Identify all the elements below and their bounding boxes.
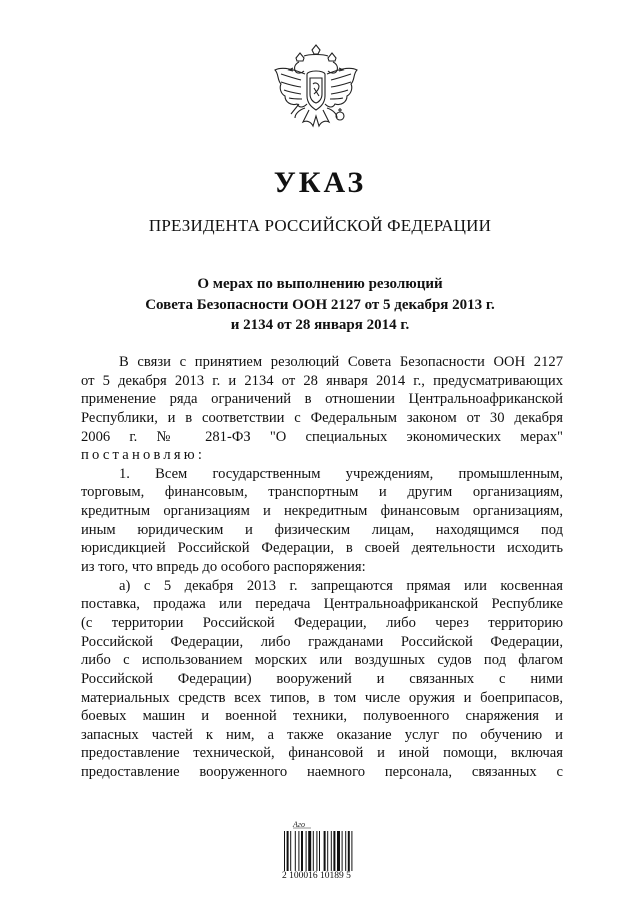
subject-line: О мерах по выполнению резолюций: [197, 276, 443, 292]
document-subject: [0, 274, 640, 336]
body-line: постановляю:: [81, 447, 206, 464]
body-line: кредитным организациям и некредитным финансовым организациям,: [81, 503, 563, 520]
body-line: из того, что впредь до особого распоряжения:: [81, 559, 366, 576]
body-line: Российской Федерации, либо гражданами Российской Федерации,: [81, 633, 563, 650]
barcode-icon: [284, 831, 372, 871]
subject-line: Совета Безопасности ООН 2127 от 5 декабря 2013 г.: [145, 296, 495, 313]
document-body: [81, 353, 563, 782]
body-line: (с территории Российской Федерации, либо через территорию: [81, 614, 563, 631]
body-line: Республики, и в соответствии с Федеральным законом от 30 декабря: [81, 409, 563, 426]
body-line: боевых машин и военной техники, полувоенного снаряжения и: [81, 708, 563, 725]
body-line: 2006 г. № 281-ФЗ "О специальных экономических мерах": [81, 428, 563, 445]
document-title: УКАЗ: [273, 166, 367, 199]
body-line: предоставление технической, финансовой и иной помощи, включая: [81, 745, 563, 762]
body-line: иным юридическим и физическим лицам, находящимся под: [81, 521, 563, 538]
body-line: либо с использованием морских или воздушных судов под флагом: [81, 652, 563, 669]
body-line: запасных частей к ним, а также оказание услуг по обучению и: [81, 726, 563, 743]
barcode-number: 2 100016 10189 5: [282, 871, 351, 881]
body-line: материальных средств всех типов, в том числе оружия и боеприпасов,: [81, 689, 563, 706]
body-line: от 5 декабря 2013 г. и 2134 от 28 января 2014 г., предусматривающих: [81, 372, 563, 389]
document-barcode: [282, 818, 382, 886]
svg-text:Аго: Аго: [293, 820, 306, 829]
body-line: поставка, продажа или передача Центральноафриканской Республике: [81, 596, 563, 613]
body-line: торговым, финансовым, транспортным и другим организациям,: [81, 484, 563, 501]
body-line: а) с 5 декабря 2013 г. запрещаются прямая или косвенная: [119, 577, 563, 594]
coat-of-arms-icon: [269, 44, 363, 140]
body-line: предоставление вооруженного наемного персонала, связанных с: [81, 764, 563, 781]
subject-line: и 2134 от 28 января 2014 г.: [230, 317, 410, 333]
body-line: В связи с принятием резолюций Совета Безопасности ООН 2127: [119, 354, 563, 370]
body-line: юрисдикцией Российской Федерации, в своей деятельности исходить: [81, 540, 563, 557]
body-line: Российской Федерации) вооружений и связанных с ними: [81, 670, 563, 687]
body-line: 1. Всем государственным учреждениям, промышленным,: [119, 465, 563, 482]
body-line: применение ряда ограничений в отношении Центральноафриканской: [81, 391, 563, 408]
document-issuer: ПРЕЗИДЕНТА РОССИЙСКОЙ ФЕДЕРАЦИИ: [148, 216, 492, 235]
barcode-stamp-icon: [291, 818, 313, 830]
